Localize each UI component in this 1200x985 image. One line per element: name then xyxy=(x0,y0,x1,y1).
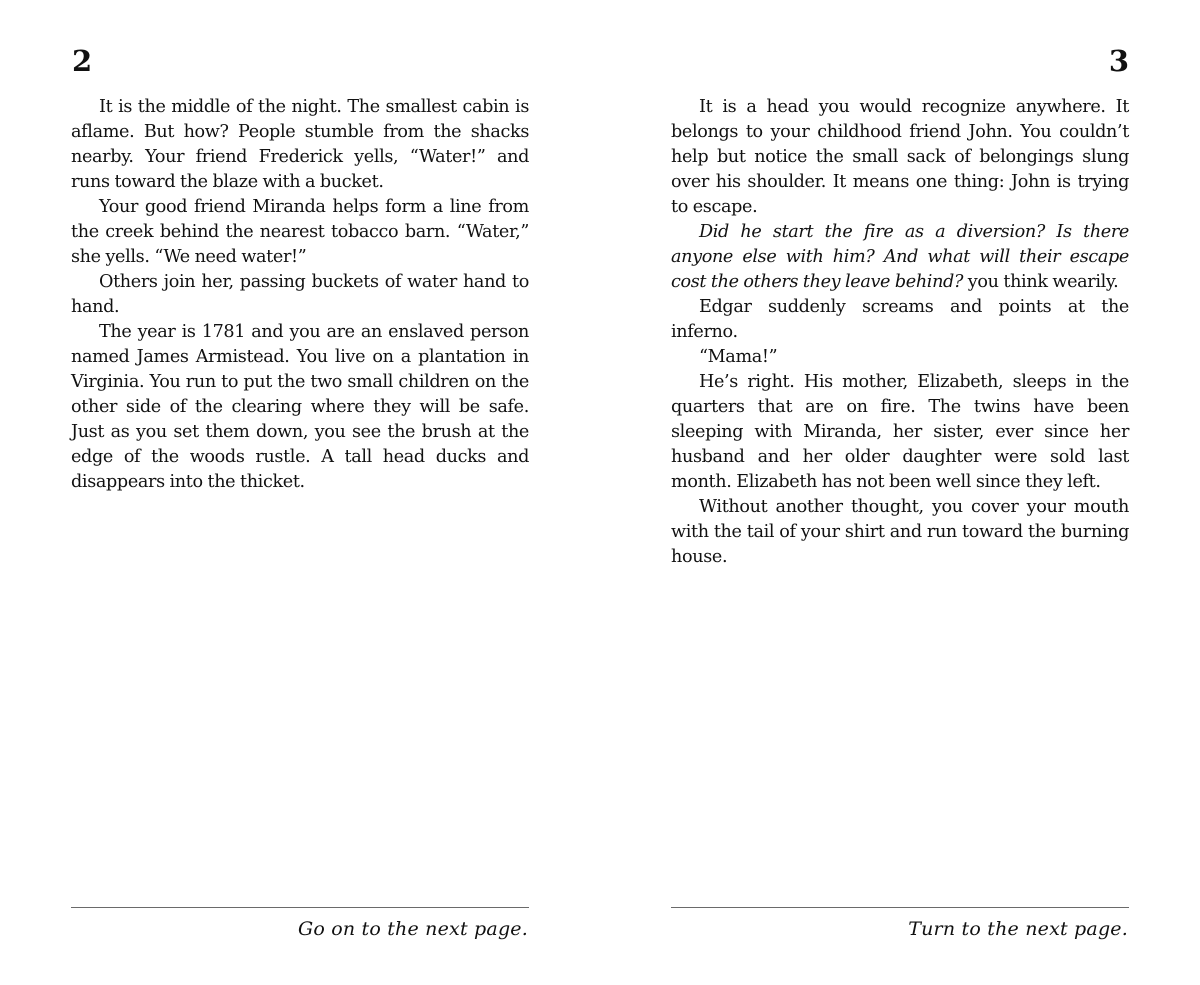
right-page xyxy=(671,0,1129,985)
page-number: 2 xyxy=(72,44,93,78)
left-page xyxy=(71,0,529,985)
paragraph xyxy=(671,220,1129,295)
paragraph xyxy=(671,95,1129,220)
page-number: 3 xyxy=(1108,44,1129,78)
text-segment: He’s right. His mother, Elizabeth, sleeps in the quarters that are on fire. The twins have been sleeping with Miranda, her sister, ever since her husband and her older daughter were sold last month. Elizabeth has not been well since they left. xyxy=(671,372,1129,492)
text-segment: Edgar suddenly screams and points at the inferno. xyxy=(671,297,1129,342)
footer-divider xyxy=(71,907,529,908)
footer-note: Go on to the next page. xyxy=(297,918,528,940)
text-segment: The year is 1781 and you are an enslaved person named James Armistead. You live on a plantation in Virginia. You run to put the two small children on the other side of the clearing where they will be safe. Just as you set them down, you see the brush at the edge of the woods rustle. A tall head ducks and disappears into the thicket. xyxy=(71,322,529,492)
paragraph xyxy=(671,295,1129,345)
footer-divider xyxy=(671,907,1129,908)
paragraph xyxy=(71,95,529,195)
text-segment: It is a head you would recognize anywhere. It belongs to your childhood friend John. You couldn’t help but notice the small sack of belongings slung over his shoulder. It means one thing: John is trying to escape. xyxy=(671,97,1129,217)
page-body-text xyxy=(71,95,529,495)
text-segment: Others join her, passing buckets of water hand to hand. xyxy=(71,272,529,317)
text-segment: It is the middle of the night. The smallest cabin is aflame. But how? People stumble from the shacks nearby. Your friend Frederick yells, “Water!” and runs toward the blaze with a bucket. xyxy=(71,97,529,192)
paragraph xyxy=(671,345,1129,370)
text-segment: Without another thought, you cover your mouth with the tail of your shirt and run toward the burning house. xyxy=(671,497,1129,567)
italic-text-segment: Did he start the fire as a diversion? Is there anyone else with him? And what will their escape cost the others they leave behind? xyxy=(671,222,1129,292)
footer-note: Turn to the next page. xyxy=(908,918,1128,940)
page-body-text xyxy=(671,95,1129,570)
paragraph xyxy=(71,270,529,320)
text-segment: you think wearily. xyxy=(963,272,1119,292)
paragraph xyxy=(671,370,1129,495)
paragraph xyxy=(71,195,529,270)
text-segment: “Mama!” xyxy=(699,347,778,367)
paragraph xyxy=(671,495,1129,570)
paragraph xyxy=(71,320,529,495)
text-segment: Your good friend Miranda helps form a line from the creek behind the nearest tobacco barn. “Water,” she yells. “We need water!” xyxy=(71,197,529,267)
